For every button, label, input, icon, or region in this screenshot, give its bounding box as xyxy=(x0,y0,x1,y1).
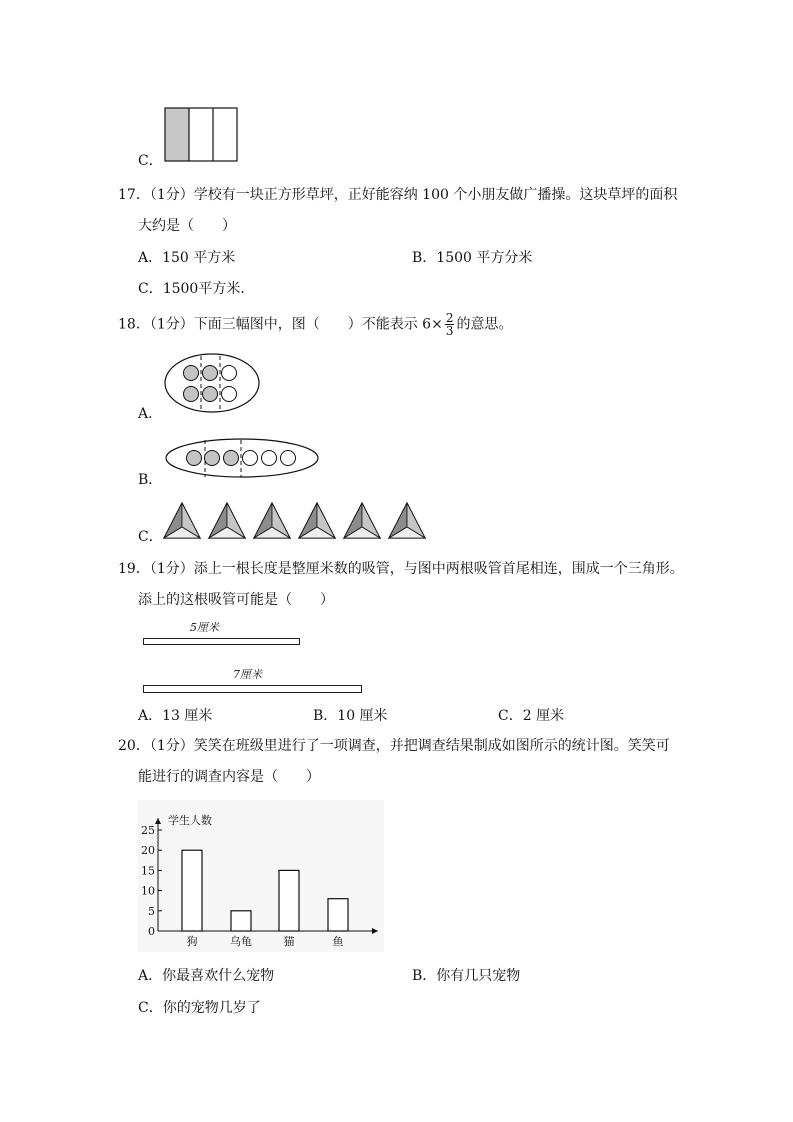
q20-option-c[interactable]: C．你的宠物几岁了 xyxy=(138,1000,261,1016)
q18-option-c-figure xyxy=(162,500,436,542)
x-category-label: 猫 xyxy=(283,935,295,948)
y-tick-label: 0 xyxy=(148,925,155,938)
bar xyxy=(279,870,299,931)
y-tick-label: 5 xyxy=(148,904,155,918)
x-category-label: 鱼 xyxy=(332,935,344,948)
q18-option-a-label[interactable]: A． xyxy=(138,406,163,422)
q19-option-a[interactable]: A．13 厘米 xyxy=(138,708,213,724)
straw-5cm xyxy=(143,638,300,645)
pet-bar-chart xyxy=(138,800,384,952)
q18-stem-prefix: 18．（1分）下面三幅图中，图（ ）不能表示 6× xyxy=(118,316,443,333)
q17-option-c[interactable]: C．1500平方米. xyxy=(138,281,245,297)
fraction xyxy=(445,312,455,337)
q16-option-c-rectangle-figure xyxy=(164,107,240,163)
q19-option-c[interactable]: C．2 厘米 xyxy=(498,708,565,724)
y-tick-label: 15 xyxy=(141,864,155,878)
q17-stem-line2: 大约是（ ） xyxy=(138,218,236,234)
fraction-numerator: 2 xyxy=(445,311,454,325)
fraction-denominator: 3 xyxy=(445,324,454,338)
q19-stem-line2: 添上的这根吸管可能是（ ） xyxy=(138,592,334,608)
q18-option-b-label[interactable]: B． xyxy=(138,472,163,488)
triangle-figure xyxy=(389,503,425,538)
bar xyxy=(182,850,202,931)
x-category-label: 乌龟 xyxy=(230,935,252,948)
triangle-figure xyxy=(209,503,245,538)
y-axis-label: 学生人数 xyxy=(168,814,212,827)
q17-option-a[interactable]: A．150 平方米 xyxy=(138,250,236,266)
q19-option-b[interactable]: B．10 厘米 xyxy=(313,708,388,724)
q18-option-c-label[interactable]: C． xyxy=(138,529,163,545)
bar xyxy=(231,911,251,931)
y-tick-label: 10 xyxy=(141,884,155,898)
q20-stem-line1: 20．（1分）笑笑在班级里进行了一项调查，并把调查结果制成如图所示的统计图。笑笑可 xyxy=(118,738,670,754)
q18-option-a-figure xyxy=(163,352,263,414)
q16-option-c-label[interactable]: C． xyxy=(138,153,163,169)
q18-option-b-figure xyxy=(164,436,322,482)
straw-5cm-label: 5厘米 xyxy=(190,621,219,634)
q18-stem-suffix: 的意思。 xyxy=(456,316,513,333)
triangle-figure xyxy=(344,503,380,538)
triangle-figure xyxy=(254,503,290,538)
q20-option-b[interactable]: B．你有几只宠物 xyxy=(412,968,521,984)
q17-stem-line1: 17．（1分）学校有一块正方形草坪，正好能容纳 100 个小朋友做广播操。这块草坪的面积 xyxy=(118,187,678,203)
straw-7cm-label: 7厘米 xyxy=(233,668,262,681)
q20-stem-line2: 能进行的调查内容是（ ） xyxy=(138,769,320,785)
straw-7cm xyxy=(143,685,362,693)
bar xyxy=(328,899,348,931)
y-tick-label: 25 xyxy=(141,824,155,837)
triangle-figure xyxy=(299,503,335,538)
q17-option-b[interactable]: B．1500 平方分米 xyxy=(412,250,533,266)
triangle-figure xyxy=(164,503,200,538)
q18-stem xyxy=(118,312,512,337)
x-category-label: 狗 xyxy=(186,935,198,948)
shaded-part xyxy=(165,108,189,161)
q20-option-a[interactable]: A．你最喜欢什么宠物 xyxy=(138,968,275,984)
q19-stem-line1: 19．（1分）添上一根长度是整厘米数的吸管，与图中两根吸管首尾相连，围成一个三角形。 xyxy=(118,561,684,577)
y-tick-label: 20 xyxy=(141,844,155,858)
